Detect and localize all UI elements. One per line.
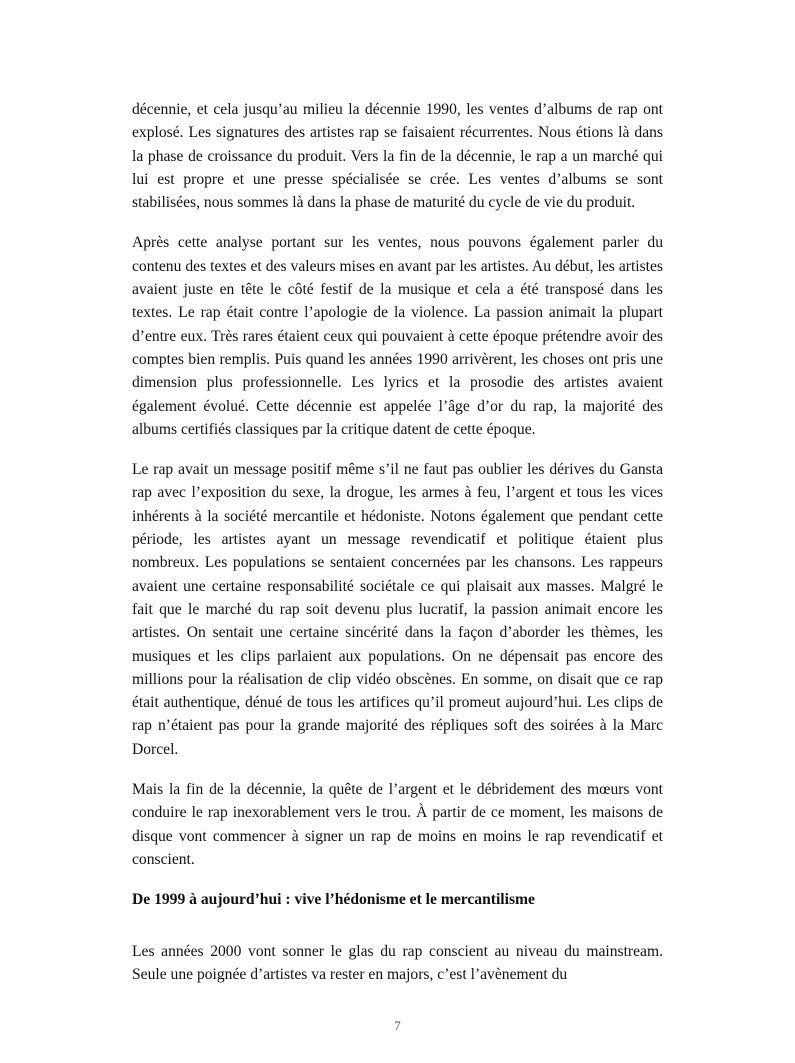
paragraph-2000s: Les années 2000 vont sonner le glas du rap conscient au niveau du mainstream. Seule une poignée d’artistes va rester en majors, c’est l’avènement du: [132, 942, 663, 983]
paragraph-end-of-decade: Mais la fin de la décennie, la quête de l’argent et le débridement des mœurs vont conduire le rap inexorablement vers le trou. À partir de ce moment, les maisons de disque vont commencer à signer un rap de moins en moins le rap revendicatif et conscient.: [132, 781, 663, 868]
paragraph-positive-message: Le rap avait un message positif même s’il ne faut pas oublier les dérives du Gansta rap avec l’exposition du sexe, la drogue, les armes à feu, l’argent et tous les vices inhérents à la société mercantile et hédoniste. Notons également que pendant cette période, les artistes ayant un message revendicatif et politique étaient plus nombreux. Les populations se sentaient concernées par les chansons. Les rappeurs avaient une certaine responsabilité sociétale ce qui plaisait aux masses. Malgré le fait que le marché du rap soit devenu plus lucratif, la passion animait encore les artistes. On sentait une certaine sincérité dans la façon d’aborder les thèmes, les musiques et les clips parlaient aux populations. On ne dépensait pas encore des millions pour la réalisation de clip vidéo obscènes. En somme, on disait que ce rap était authentique, dénué de tous les artifices qu’il promeut aujourd’hui. Les clips de rap n’étaient pas pour la grande majorité des répliques soft des soirées à la Marc Dorcel.: [132, 461, 663, 758]
page-body: [132, 98, 663, 1003]
section-heading: De 1999 à aujourd’hui : vive l’hédonisme et le mercantilisme: [132, 891, 535, 909]
page-number: 7: [394, 1018, 401, 1033]
paragraph-sales-growth: décennie, et cela jusqu’au milieu la décennie 1990, les ventes d’albums de rap ont explosé. Les signatures des artistes rap se faisaient récurrentes. Nous étions là dans la phase de croissance du produit. Vers la fin de la décennie, le rap a un marché qui lui est propre et une presse spécialisée se crée. Les ventes d’albums se sont stabilisées, nous sommes là dans la phase de maturité du cycle de vie du produit.: [132, 101, 663, 212]
paragraph-content-values: Après cette analyse portant sur les ventes, nous pouvons également parler du contenu des textes et des valeurs mises en avant par les artistes. Au début, les artistes avaient juste en tête le côté festif de la musique et cela a été transposé dans les textes. Le rap était contre l’apologie de la violence. La passion animait la plupart d’entre eux. Très rares étaient ceux qui pouvaient à cette époque prétendre avoir des comptes bien remplis. Puis quand les années 1990 arrivèrent, les choses ont pris une dimension plus professionnelle. Les lyrics et la prosodie des artistes avaient également évolué. Cette décennie est appelée l’âge d’or du rap, la majorité des albums certifiés classiques par la critique datent de cette époque.: [132, 234, 663, 438]
